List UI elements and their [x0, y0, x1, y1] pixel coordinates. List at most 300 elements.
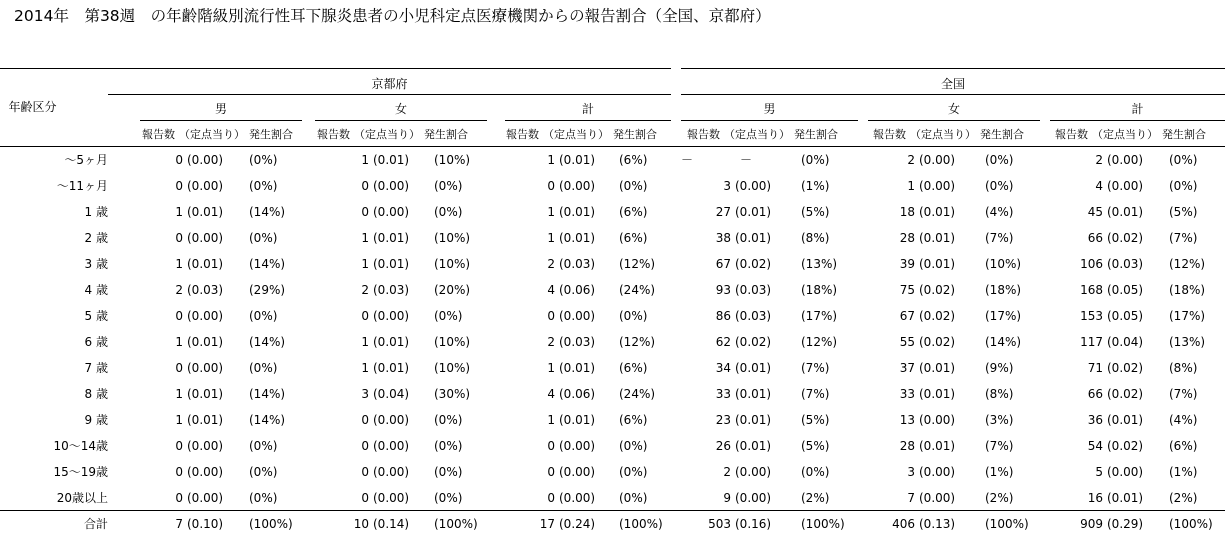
- count-cell: 0: [361, 179, 369, 193]
- per-cell: (0.00): [187, 439, 224, 453]
- ratio-cell: (5%): [801, 439, 830, 453]
- count-cell: 503: [708, 517, 731, 531]
- ratio-cell: (10%): [985, 257, 1022, 271]
- per-cell: (0.01): [735, 387, 772, 401]
- per-cell: (0.00): [559, 465, 596, 479]
- ratio-cell: (0%): [619, 179, 648, 193]
- per-cell: (0.00): [187, 309, 224, 323]
- count-cell: 2: [1095, 153, 1103, 167]
- count-cell: 37: [899, 361, 915, 375]
- age-cell: 3 歳: [84, 257, 108, 271]
- ratio-cell: (8%): [985, 387, 1014, 401]
- ratio-cell: (18%): [801, 283, 838, 297]
- per-cell: (0.00): [1107, 179, 1144, 193]
- per-cell: (0.00): [559, 179, 596, 193]
- count-cell: 5: [1095, 465, 1103, 479]
- age-cell: ～11ヶ月: [56, 179, 108, 193]
- per-cell: (0.00): [559, 491, 596, 505]
- ratio-cell: (10%): [434, 231, 471, 245]
- ratio-cell: (0%): [434, 413, 463, 427]
- ratio-cell: (5%): [1169, 205, 1198, 219]
- count-cell: 86: [715, 309, 731, 323]
- ratio-cell: (18%): [985, 283, 1022, 297]
- count-cell: 3: [361, 387, 369, 401]
- ratio-cell: (0%): [619, 491, 648, 505]
- per-cell: (0.00): [919, 465, 956, 479]
- per-cell: (0.00): [919, 491, 956, 505]
- ratio-cell: (0%): [249, 465, 278, 479]
- sex-rule: [315, 120, 487, 121]
- ratio-cell: (10%): [434, 257, 471, 271]
- count-cell: 26: [715, 439, 731, 453]
- count-cell: 1: [175, 413, 183, 427]
- top-rule-national: [681, 68, 1225, 69]
- count-cell: 0: [175, 361, 183, 375]
- ratio-cell: (12%): [801, 335, 838, 349]
- region-national: 全国: [940, 77, 965, 91]
- age-cell: 9 歳: [84, 413, 108, 427]
- count-cell: 45: [1087, 205, 1103, 219]
- ratio-cell: (100%): [249, 517, 293, 531]
- ratio-cell: (0%): [985, 179, 1014, 193]
- col-per: （定点当り）: [543, 128, 609, 141]
- count-cell: 0: [361, 465, 369, 479]
- per-cell: (0.00): [373, 491, 410, 505]
- count-cell: 1: [547, 205, 555, 219]
- ratio-cell: (12%): [619, 335, 656, 349]
- per-cell: (0.01): [559, 413, 596, 427]
- count-cell: 1: [361, 231, 369, 245]
- per-cell: (0.02): [1107, 231, 1144, 245]
- ratio-cell: (12%): [1169, 257, 1206, 271]
- ratio-cell: (30%): [434, 387, 471, 401]
- count-cell: 18: [899, 205, 915, 219]
- count-cell: 0: [175, 465, 183, 479]
- per-cell: (0.01): [1107, 413, 1144, 427]
- ratio-cell: (6%): [619, 153, 648, 167]
- per-cell: (0.00): [559, 439, 596, 453]
- ratio-cell: (2%): [985, 491, 1014, 505]
- count-cell: 1: [361, 257, 369, 271]
- per-cell: (0.01): [373, 257, 410, 271]
- per-cell: (0.00): [187, 465, 224, 479]
- ratio-cell: (7%): [1169, 231, 1198, 245]
- ratio-cell: (0%): [619, 465, 648, 479]
- per-cell: (0.13): [919, 517, 956, 531]
- per-cell: (0.01): [735, 205, 772, 219]
- count-cell: 0: [175, 491, 183, 505]
- per-cell: (0.04): [1107, 335, 1144, 349]
- col-report: 報告数: [1055, 128, 1088, 141]
- per-cell: (0.05): [1107, 309, 1144, 323]
- count-cell: 66: [1087, 231, 1103, 245]
- per-cell: (0.02): [919, 309, 956, 323]
- ratio-cell: (1%): [985, 465, 1014, 479]
- per-cell: (0.01): [373, 153, 410, 167]
- ratio-cell: (0%): [801, 465, 830, 479]
- per-cell: (0.00): [373, 205, 410, 219]
- count-cell: 10: [353, 517, 369, 531]
- ratio-cell: (9%): [985, 361, 1014, 375]
- count-cell: 0: [547, 491, 555, 505]
- count-cell: 66: [1087, 387, 1103, 401]
- ratio-cell: (0%): [249, 231, 278, 245]
- age-cell: 合計: [83, 517, 108, 531]
- ratio-cell: (100%): [985, 517, 1029, 531]
- count-cell: 0: [547, 465, 555, 479]
- ratio-cell: (0%): [434, 465, 463, 479]
- col-ratio: 発生割合: [1162, 128, 1206, 141]
- sex-header: 女: [394, 102, 407, 116]
- count-cell: 2: [547, 257, 555, 271]
- ratio-cell: (10%): [434, 335, 471, 349]
- per-cell: (0.10): [187, 517, 224, 531]
- ratio-cell: (7%): [1169, 387, 1198, 401]
- per-cell: (0.01): [187, 387, 224, 401]
- count-cell: 1: [361, 335, 369, 349]
- count-cell: 909: [1080, 517, 1103, 531]
- ratio-cell: (1%): [1169, 465, 1198, 479]
- ratio-cell: (10%): [434, 361, 471, 375]
- col-report: 報告数: [506, 128, 539, 141]
- per-cell: (0.06): [559, 283, 596, 297]
- per-cell: (0.00): [373, 413, 410, 427]
- count-cell: 4: [1095, 179, 1103, 193]
- count-cell: 67: [715, 257, 731, 271]
- count-cell: 153: [1080, 309, 1103, 323]
- ratio-cell: (6%): [619, 413, 648, 427]
- page-title: 2014年 第38週 の年齢階級別流行性耳下腺炎患者の小児科定点医療機関からの報告割合（全国、京都府）: [14, 7, 771, 25]
- count-cell: 2: [361, 283, 369, 297]
- sex-rule: [681, 120, 858, 121]
- per-cell: －: [740, 153, 753, 167]
- per-cell: (0.01): [919, 361, 956, 375]
- ratio-cell: (14%): [249, 257, 286, 271]
- ratio-cell: (0%): [619, 439, 648, 453]
- per-cell: (0.01): [373, 335, 410, 349]
- ratio-cell: (0%): [249, 179, 278, 193]
- count-cell: －: [681, 153, 694, 167]
- age-cell: 4 歳: [84, 283, 108, 297]
- per-cell: (0.01): [735, 413, 772, 427]
- per-cell: (0.29): [1107, 517, 1144, 531]
- count-cell: 3: [907, 465, 915, 479]
- count-cell: 38: [715, 231, 731, 245]
- count-cell: 168: [1080, 283, 1103, 297]
- col-ratio: 発生割合: [980, 128, 1024, 141]
- ratio-cell: (0%): [434, 309, 463, 323]
- per-cell: (0.01): [187, 257, 224, 271]
- per-cell: (0.03): [559, 335, 596, 349]
- sex-header: 計: [581, 102, 594, 116]
- ratio-cell: (4%): [1169, 413, 1198, 427]
- count-cell: 0: [361, 205, 369, 219]
- col-per: （定点当り）: [910, 128, 976, 141]
- per-cell: (0.00): [919, 153, 956, 167]
- per-cell: (0.01): [919, 439, 956, 453]
- ratio-cell: (24%): [619, 387, 656, 401]
- sex-header: 男: [214, 102, 227, 116]
- ratio-cell: (24%): [619, 283, 656, 297]
- count-cell: 13: [899, 413, 915, 427]
- ratio-cell: (14%): [249, 387, 286, 401]
- count-cell: 67: [899, 309, 915, 323]
- ratio-cell: (12%): [619, 257, 656, 271]
- count-cell: 34: [715, 361, 731, 375]
- per-cell: (0.00): [1107, 153, 1144, 167]
- per-cell: (0.00): [187, 231, 224, 245]
- count-cell: 93: [715, 283, 731, 297]
- age-cell: ～5ヶ月: [64, 153, 108, 167]
- count-cell: 0: [175, 231, 183, 245]
- ratio-cell: (29%): [249, 283, 286, 297]
- per-cell: (0.01): [559, 361, 596, 375]
- per-cell: (0.00): [735, 465, 772, 479]
- count-cell: 1: [361, 153, 369, 167]
- per-cell: (0.02): [1107, 361, 1144, 375]
- count-cell: 36: [1087, 413, 1103, 427]
- per-cell: (0.03): [735, 309, 772, 323]
- top-rule-kyoto: [0, 68, 671, 69]
- ratio-cell: (1%): [801, 179, 830, 193]
- ratio-cell: (17%): [1169, 309, 1206, 323]
- per-cell: (0.01): [187, 413, 224, 427]
- count-cell: 1: [547, 153, 555, 167]
- header-bottom-rule: [0, 146, 1225, 147]
- per-cell: (0.02): [735, 257, 772, 271]
- count-cell: 23: [715, 413, 731, 427]
- count-cell: 55: [899, 335, 915, 349]
- count-cell: 4: [547, 387, 555, 401]
- count-cell: 0: [175, 309, 183, 323]
- per-cell: (0.03): [559, 257, 596, 271]
- ratio-cell: (7%): [985, 439, 1014, 453]
- ratio-cell: (0%): [249, 491, 278, 505]
- ratio-cell: (2%): [801, 491, 830, 505]
- per-cell: (0.00): [735, 179, 772, 193]
- per-cell: (0.00): [559, 309, 596, 323]
- per-cell: (0.01): [919, 387, 956, 401]
- per-cell: (0.02): [735, 335, 772, 349]
- col-per: （定点当り）: [179, 128, 245, 141]
- count-cell: 0: [361, 491, 369, 505]
- ratio-cell: (14%): [985, 335, 1022, 349]
- per-cell: (0.16): [735, 517, 772, 531]
- per-cell: (0.00): [373, 465, 410, 479]
- ratio-cell: (100%): [619, 517, 663, 531]
- ratio-cell: (0%): [619, 309, 648, 323]
- ratio-cell: (0%): [249, 361, 278, 375]
- count-cell: 33: [899, 387, 915, 401]
- ratio-cell: (0%): [434, 205, 463, 219]
- per-cell: (0.01): [559, 153, 596, 167]
- age-cell: 2 歳: [84, 231, 108, 245]
- count-cell: 1: [175, 205, 183, 219]
- col-per: （定点当り）: [354, 128, 420, 141]
- per-cell: (0.04): [373, 387, 410, 401]
- ratio-cell: (0%): [801, 153, 830, 167]
- col-ratio: 発生割合: [424, 128, 468, 141]
- count-cell: 39: [899, 257, 915, 271]
- count-cell: 28: [899, 231, 915, 245]
- ratio-cell: (13%): [801, 257, 838, 271]
- count-cell: 4: [547, 283, 555, 297]
- per-cell: (0.01): [373, 231, 410, 245]
- col-ratio: 発生割合: [794, 128, 838, 141]
- per-cell: (0.01): [735, 361, 772, 375]
- count-cell: 1: [907, 179, 915, 193]
- per-cell: (0.00): [919, 413, 956, 427]
- count-cell: 33: [715, 387, 731, 401]
- per-cell: (0.01): [919, 257, 956, 271]
- ratio-cell: (5%): [801, 205, 830, 219]
- age-cell: 15～19歳: [53, 465, 108, 479]
- col-ratio: 発生割合: [249, 128, 293, 141]
- ratio-cell: (100%): [1169, 517, 1213, 531]
- sex-header: 女: [947, 102, 960, 116]
- ratio-cell: (0%): [434, 491, 463, 505]
- age-label: 年齢区分: [8, 100, 57, 114]
- count-cell: 1: [547, 231, 555, 245]
- age-cell: 6 歳: [84, 335, 108, 349]
- ratio-cell: (0%): [249, 153, 278, 167]
- count-cell: 9: [723, 491, 731, 505]
- col-report: 報告数: [687, 128, 720, 141]
- ratio-cell: (0%): [434, 179, 463, 193]
- count-cell: 1: [175, 335, 183, 349]
- count-cell: 0: [361, 439, 369, 453]
- count-cell: 71: [1087, 361, 1103, 375]
- ratio-cell: (0%): [249, 309, 278, 323]
- count-cell: 1: [547, 361, 555, 375]
- col-ratio: 発生割合: [613, 128, 657, 141]
- count-cell: 406: [892, 517, 915, 531]
- per-cell: (0.00): [187, 491, 224, 505]
- count-cell: 1: [175, 387, 183, 401]
- region-rule-kyoto: [108, 94, 671, 95]
- per-cell: (0.00): [735, 491, 772, 505]
- per-cell: (0.00): [187, 179, 224, 193]
- per-cell: (0.03): [1107, 257, 1144, 271]
- col-report: 報告数: [142, 128, 175, 141]
- per-cell: (0.01): [735, 439, 772, 453]
- count-cell: 2: [907, 153, 915, 167]
- per-cell: (0.03): [735, 283, 772, 297]
- age-cell: 20歳以上: [56, 491, 108, 505]
- per-cell: (0.00): [919, 179, 956, 193]
- ratio-cell: (0%): [1169, 179, 1198, 193]
- count-cell: 0: [361, 309, 369, 323]
- ratio-cell: (0%): [1169, 153, 1198, 167]
- sex-rule: [868, 120, 1040, 121]
- sex-rule: [1050, 120, 1225, 121]
- age-cell: 5 歳: [84, 309, 108, 323]
- per-cell: (0.01): [735, 231, 772, 245]
- per-cell: (0.02): [1107, 387, 1144, 401]
- ratio-cell: (3%): [985, 413, 1014, 427]
- ratio-cell: (13%): [1169, 335, 1206, 349]
- ratio-cell: (8%): [1169, 361, 1198, 375]
- ratio-cell: (6%): [619, 231, 648, 245]
- count-cell: 3: [723, 179, 731, 193]
- col-per: （定点当り）: [724, 128, 790, 141]
- sex-rule: [505, 120, 671, 121]
- per-cell: (0.14): [373, 517, 410, 531]
- ratio-cell: (20%): [434, 283, 471, 297]
- per-cell: (0.03): [373, 283, 410, 297]
- count-cell: 75: [899, 283, 915, 297]
- ratio-cell: (6%): [619, 361, 648, 375]
- per-cell: (0.01): [919, 231, 956, 245]
- per-cell: (0.01): [919, 205, 956, 219]
- count-cell: 54: [1087, 439, 1103, 453]
- per-cell: (0.01): [1107, 491, 1144, 505]
- col-report: 報告数: [317, 128, 350, 141]
- per-cell: (0.01): [559, 205, 596, 219]
- count-cell: 17: [539, 517, 555, 531]
- per-cell: (0.05): [1107, 283, 1144, 297]
- ratio-cell: (2%): [1169, 491, 1198, 505]
- per-cell: (0.06): [559, 387, 596, 401]
- col-per: （定点当り）: [1092, 128, 1158, 141]
- ratio-cell: (100%): [434, 517, 478, 531]
- count-cell: 2: [723, 465, 731, 479]
- per-cell: (0.00): [373, 179, 410, 193]
- per-cell: (0.00): [1107, 465, 1144, 479]
- per-cell: (0.03): [187, 283, 224, 297]
- count-cell: 0: [361, 413, 369, 427]
- per-cell: (0.01): [1107, 205, 1144, 219]
- per-cell: (0.02): [1107, 439, 1144, 453]
- per-cell: (0.24): [559, 517, 596, 531]
- count-cell: 106: [1080, 257, 1103, 271]
- count-cell: 1: [175, 257, 183, 271]
- ratio-cell: (7%): [801, 387, 830, 401]
- count-cell: 2: [547, 335, 555, 349]
- count-cell: 27: [715, 205, 731, 219]
- ratio-cell: (4%): [985, 205, 1014, 219]
- count-cell: 28: [899, 439, 915, 453]
- ratio-cell: (17%): [985, 309, 1022, 323]
- region-rule-national: [681, 94, 1225, 95]
- per-cell: (0.00): [187, 153, 224, 167]
- per-cell: (0.00): [373, 309, 410, 323]
- ratio-cell: (6%): [1169, 439, 1198, 453]
- count-cell: 0: [547, 309, 555, 323]
- col-report: 報告数: [873, 128, 906, 141]
- ratio-cell: (18%): [1169, 283, 1206, 297]
- ratio-cell: (8%): [801, 231, 830, 245]
- per-cell: (0.01): [373, 361, 410, 375]
- per-cell: (0.02): [919, 283, 956, 297]
- count-cell: 117: [1080, 335, 1103, 349]
- per-cell: (0.01): [187, 335, 224, 349]
- per-cell: (0.02): [919, 335, 956, 349]
- age-cell: 8 歳: [84, 387, 108, 401]
- count-cell: 0: [175, 153, 183, 167]
- count-cell: 1: [547, 413, 555, 427]
- age-cell: 1 歳: [84, 205, 108, 219]
- ratio-cell: (7%): [985, 231, 1014, 245]
- per-cell: (0.00): [373, 439, 410, 453]
- ratio-cell: (14%): [249, 335, 286, 349]
- per-cell: (0.00): [187, 361, 224, 375]
- count-cell: 7: [175, 517, 183, 531]
- count-cell: 0: [175, 179, 183, 193]
- count-cell: 62: [715, 335, 731, 349]
- ratio-cell: (7%): [801, 361, 830, 375]
- count-cell: 2: [175, 283, 183, 297]
